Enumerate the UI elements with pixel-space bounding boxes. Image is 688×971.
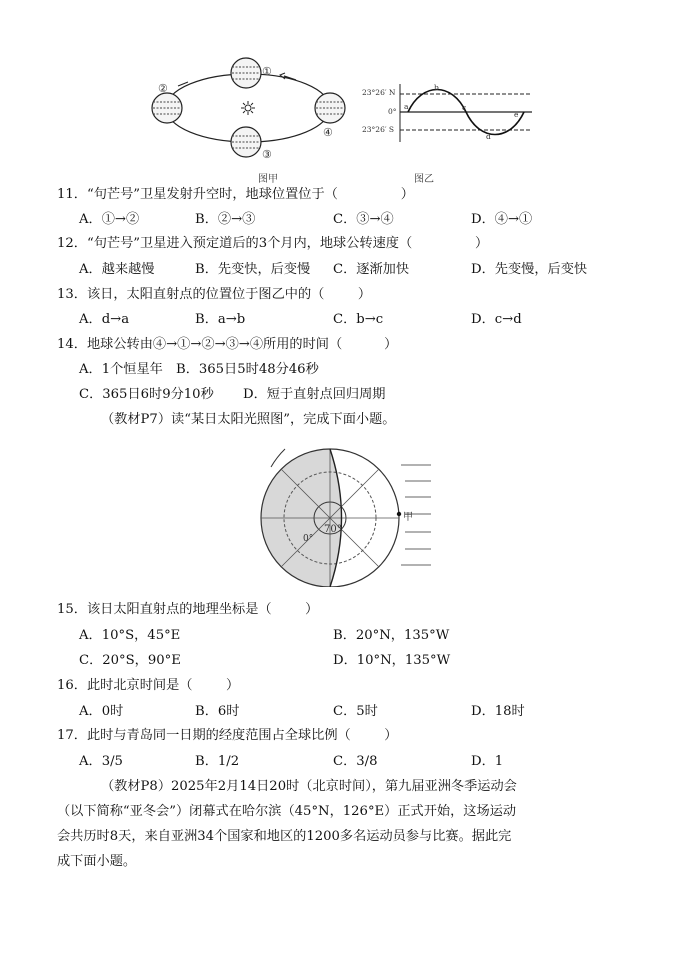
section1-intro: （教材P7）读“某日太阳光照图”，完成下面小题。 (101, 412, 396, 427)
section2-intro-line-4: 成下面小题。 (57, 854, 137, 869)
figure-jia-orbit (148, 52, 358, 167)
q13-option-c[interactable]: C．b→c (333, 312, 384, 327)
earth-position-3 (231, 127, 261, 157)
label-0-degree: 0° (303, 534, 314, 544)
q12-option-a[interactable]: A．越来越慢 (79, 262, 155, 277)
q11-option-b[interactable]: B．②→③ (195, 212, 256, 227)
earth-position-1 (231, 58, 261, 88)
earth-position-4 (315, 93, 345, 123)
question-13-stem: 13．该日，太阳直射点的位置位于图乙中的（ ） (57, 287, 372, 302)
position-label-3: ③ (262, 148, 272, 161)
question-16-stem: 16．此时北京时间是（ ） (57, 678, 240, 693)
point-jia-marker (397, 512, 401, 516)
question-12-stem: 12．“句芒号”卫星进入预定道后的3个月内，地球公转速度（ ） (57, 236, 489, 251)
label-jia: 甲 (403, 512, 413, 523)
point-b: b (434, 83, 439, 92)
q13-option-a[interactable]: A．d→a (79, 312, 130, 327)
figure-jia-caption: 图甲 (258, 174, 278, 185)
q12-option-b[interactable]: B．先变快，后变慢 (195, 262, 311, 277)
q16-option-d[interactable]: D．18时 (471, 704, 525, 719)
earth-position-2 (152, 93, 182, 123)
q17-option-a[interactable]: A．3/5 (79, 754, 123, 769)
q17-option-d[interactable]: D．1 (471, 754, 504, 769)
q15-option-c[interactable]: C．20°S，90°E (79, 653, 181, 668)
q17-option-c[interactable]: C．3/8 (333, 754, 378, 769)
question-17-stem: 17．此时与青岛同一日期的经度范围占全球比例（ ） (57, 728, 398, 743)
point-e: e (514, 110, 519, 119)
position-label-1: ① (262, 65, 272, 78)
q14-option-b[interactable]: B．365日5时48分46秒 (176, 362, 319, 377)
question-14-stem: 14．地球公转由④→①→②→③→④所用的时间（ ） (57, 337, 398, 352)
q16-option-c[interactable]: C．5时 (333, 704, 378, 719)
lat-label-equator: 0° (388, 107, 397, 116)
section2-intro-line-2: （以下简称“亚冬会”）闭幕式在哈尔滨（45°N，126°E）正式开始，这场运动 (57, 804, 517, 819)
q17-option-b[interactable]: B．1/2 (195, 754, 240, 769)
q13-option-d[interactable]: D．c→d (471, 312, 522, 327)
q11-option-a[interactable]: A．①→② (79, 212, 140, 227)
sun-icon (241, 101, 255, 115)
q12-option-d[interactable]: D．先变慢，后变快 (471, 262, 588, 277)
q15-option-a[interactable]: A．10°S，45°E (79, 628, 181, 643)
label-70-degree: 70° (324, 524, 342, 535)
q11-option-d[interactable]: D．④→① (471, 212, 533, 227)
q16-option-a[interactable]: A．0时 (79, 704, 124, 719)
figure-yi-subsolar (362, 82, 534, 152)
section2-intro-line-3: 会共历时8天，来自亚洲34个国家和地区的1200多名运动员参与比赛。据此完 (57, 829, 512, 844)
lat-label-north: 23°26′ N (362, 88, 396, 97)
figure-yi-caption: 图乙 (414, 174, 434, 185)
point-a-left: a (404, 102, 409, 111)
position-label-2: ② (158, 82, 168, 95)
q14-option-c[interactable]: C．365日6时9分10秒 (79, 387, 214, 402)
q13-option-b[interactable]: B．a→b (195, 312, 246, 327)
section2-intro-line-1: （教材P8）2025年2月14日20时（北京时间），第九届亚洲冬季运动会 (101, 779, 517, 794)
lat-label-south: 23°26′ S (362, 125, 395, 134)
figure-polar-illumination (255, 437, 440, 587)
orbit-diagram (148, 52, 358, 167)
point-d: d (486, 132, 491, 141)
q14-option-a[interactable]: A．1个恒星年 (79, 362, 163, 377)
q11-option-c[interactable]: C．③→④ (333, 212, 394, 227)
question-15-stem: 15．该日太阳直射点的地理坐标是（ ） (57, 602, 319, 617)
q15-option-d[interactable]: D．10°N，135°W (333, 653, 451, 668)
q15-option-b[interactable]: B．20°N，135°W (333, 628, 450, 643)
point-c: c (462, 103, 467, 112)
q12-option-c[interactable]: C．逐渐加快 (333, 262, 410, 277)
q16-option-b[interactable]: B．6时 (195, 704, 240, 719)
q14-option-d[interactable]: D．短于直射点回归周期 (243, 387, 386, 402)
question-11-stem: 11．“句芒号”卫星发射升空时，地球位置位于（ ） (57, 187, 414, 202)
position-label-4: ④ (323, 126, 333, 139)
